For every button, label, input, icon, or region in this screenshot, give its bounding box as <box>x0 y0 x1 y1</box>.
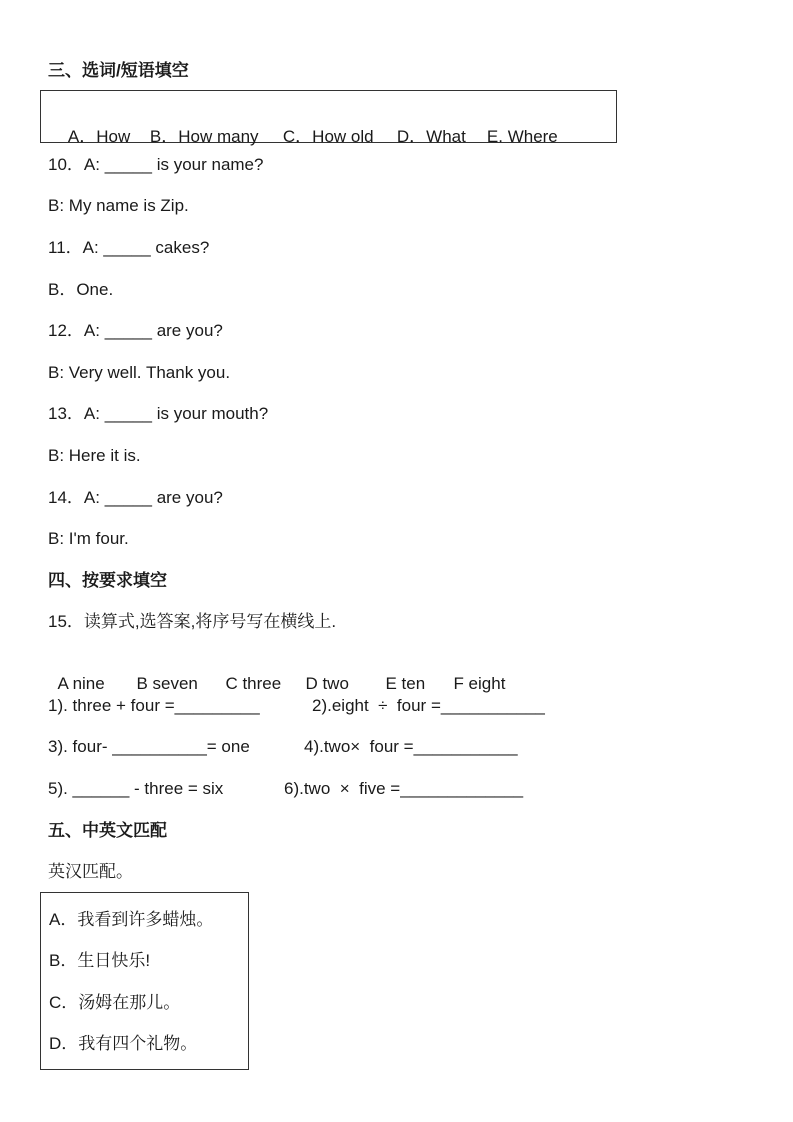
instruction-match: 英汉匹配。 <box>48 862 133 881</box>
choice-a: A nine <box>57 674 105 693</box>
section5-heading: 五、中英文匹配 <box>48 821 167 840</box>
question-10: 10．A: _____ is your name? <box>48 155 264 174</box>
choices-row <box>48 654 505 694</box>
option-a: A．How <box>67 127 131 146</box>
option-e: E. Where <box>486 127 558 146</box>
match-item-b: B．生日快乐! <box>49 951 151 970</box>
equation-1: 1). three + four =_________ <box>48 696 260 715</box>
question-11: 11．A: _____ cakes? <box>48 238 210 257</box>
match-box <box>40 892 249 1070</box>
question-14: 14．A: _____ are you? <box>48 488 223 507</box>
answer-12: B: Very well. Thank you. <box>48 363 231 382</box>
equation-2: 2).eight ÷ four =___________ <box>312 696 545 715</box>
equation-5: 5). ______ - three = six <box>48 779 224 798</box>
section3-heading: 三、选词/短语填空 <box>48 61 189 80</box>
choice-d: D two <box>305 674 349 693</box>
match-item-d: D．我有四个礼物。 <box>49 1034 198 1053</box>
question-12: 12．A: _____ are you? <box>48 321 223 340</box>
match-item-a: A．我看到许多蜡烛。 <box>49 910 214 929</box>
section4-heading: 四、按要求填空 <box>48 571 167 590</box>
answer-11: B．One. <box>48 280 114 299</box>
answer-13: B: Here it is. <box>48 446 141 465</box>
question-13: 13．A: _____ is your mouth? <box>48 404 269 423</box>
choice-b: B seven <box>136 674 198 693</box>
option-b: B．How many <box>149 127 259 146</box>
option-d: D．What <box>396 127 466 146</box>
equation-4: 4).two× four =___________ <box>304 737 518 756</box>
answer-14: B: I'm four. <box>48 529 129 548</box>
choice-c: C three <box>225 674 282 693</box>
options-box <box>40 90 617 146</box>
choice-e: E ten <box>385 674 426 693</box>
choice-f: F eight <box>453 674 506 693</box>
equation-6: 6).two × five =_____________ <box>284 779 524 798</box>
option-c: C．How old <box>282 127 374 146</box>
answer-10: B: My name is Zip. <box>48 196 189 215</box>
match-item-c: C．汤姆在那儿。 <box>49 993 181 1012</box>
equation-3: 3). four- __________= one <box>48 737 250 756</box>
instruction-15: 15．读算式,选答案,将序号写在横线上. <box>48 612 337 631</box>
